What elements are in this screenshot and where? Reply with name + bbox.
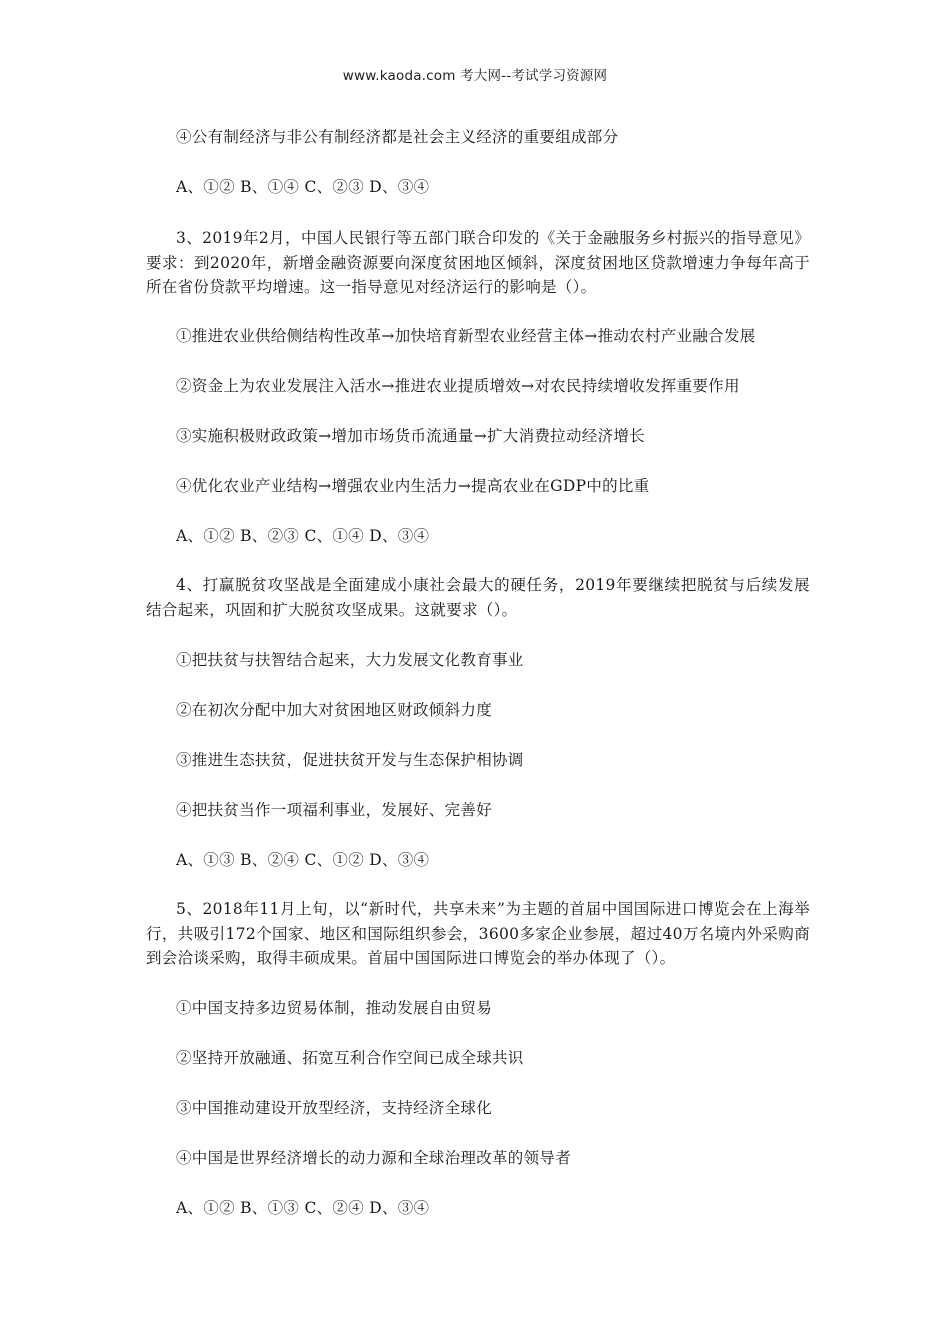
page-header: www.kaoda.com 考大网--考试学习资源网: [342, 68, 608, 84]
q5-option-2: ②坚持开放融通、拓宽互利合作空间已成全球共识: [176, 1049, 524, 1067]
q3-option-3: ③实施积极财政政策→增加市场货币流通量→扩大消费拉动经济增长: [176, 427, 645, 445]
q5-option-4: ④中国是世界经济增长的动力源和全球治理改革的领导者: [176, 1149, 572, 1167]
q3-answer-choices: A、①② B、②③ C、①④ D、③④: [176, 527, 430, 545]
q3-question: 3、2019年2月，中国人民银行等五部门联合印发的《关于金融服务乡村振兴的指导意见》要求：到2020年，新增金融资源要向深度贫困地区倾斜，深度贫困地区贷款增速力争每年高于所在省份贷款平均增速。这一指导意见对经济运行的影响是（）。: [146, 229, 810, 296]
q4-option-2: ②在初次分配中加大对贫困地区财政倾斜力度: [176, 701, 493, 719]
q5-option-3: ③中国推动建设开放型经济，支持经济全球化: [176, 1099, 493, 1117]
q4-option-4: ④把扶贫当作一项福利事业，发展好、完善好: [176, 801, 493, 819]
q4-answer-choices: A、①③ B、②④ C、①② D、③④: [176, 851, 430, 869]
q4-question: 4、打赢脱贫攻坚战是全面建成小康社会最大的硬任务，2019年要继续把脱贫与后续发展结合起来，巩固和扩大脱贫攻坚成果。这就要求（）。: [146, 576, 810, 619]
q4-option-1: ①把扶贫与扶智结合起来，大力发展文化教育事业: [176, 651, 524, 669]
q2-answer-choices: A、①② B、①④ C、②③ D、③④: [176, 178, 430, 196]
q5-question: 5、2018年11月上旬，以“新时代，共享未来”为主题的首届中国国际进口博览会在上海举行，共吸引172个国家、地区和国际组织参会，3600多家企业参展，超过40万名境内外采购商到会洽谈采购，取得丰硕成果。首届中国国际进口博览会的举办体现了（）。: [146, 900, 810, 967]
q4-option-3: ③推进生态扶贫，促进扶贫开发与生态保护相协调: [176, 751, 524, 769]
q5-option-1: ①中国支持多边贸易体制，推动发展自由贸易: [176, 999, 493, 1017]
q2-option-4: ④公有制经济与非公有制经济都是社会主义经济的重要组成部分: [176, 128, 619, 146]
q3-option-1: ①推进农业供给侧结构性改革→加快培育新型农业经营主体→推动农村产业融合发展: [176, 327, 756, 345]
q3-option-4: ④优化农业产业结构→增强农业内生活力→提高农业在GDP中的比重: [176, 477, 650, 495]
q5-answer-choices: A、①② B、①③ C、②④ D、③④: [176, 1199, 430, 1217]
q3-option-2: ②资金上为农业发展注入活水→推进农业提质增效→对农民持续增收发挥重要作用: [176, 377, 740, 395]
